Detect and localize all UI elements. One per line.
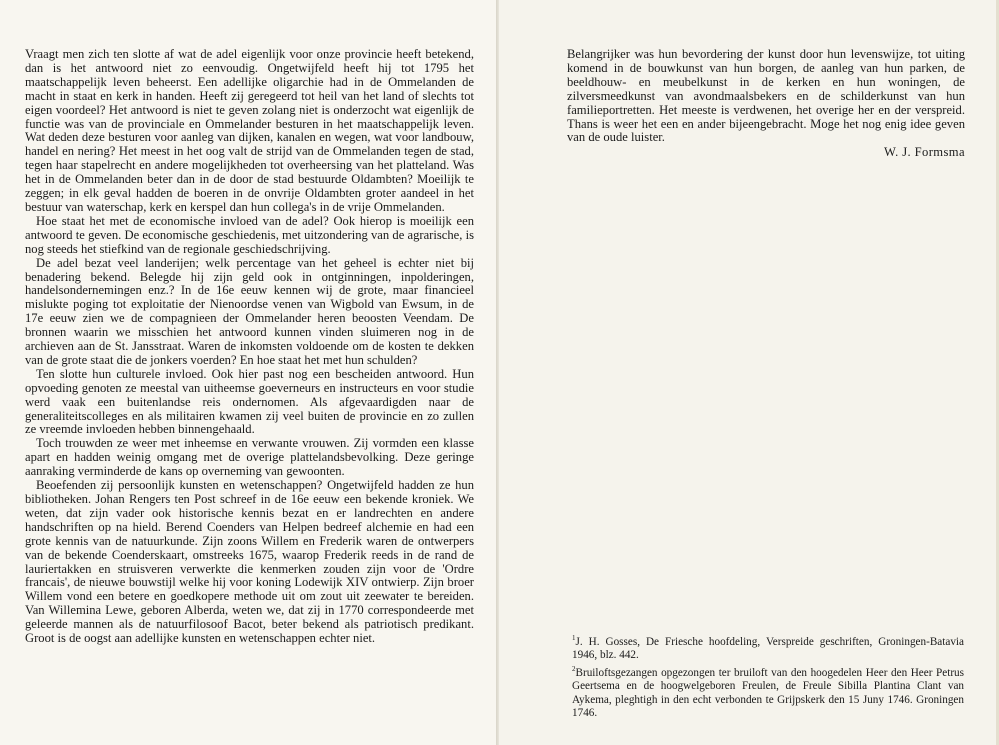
footnotes: [564, 636, 964, 724]
footnote: [564, 636, 964, 663]
paragraph: Hoe staat het met de economische invloed van de adel? Ook hierop is moeilijk een antwoord te geven. De economische geschiedenis, met uitzondering van de agrarische, is nog steeds het stiefkind van de regionale geschiedschrijving.: [25, 213, 474, 256]
right-text-column: [567, 48, 965, 160]
footnote-mark: 2: [572, 664, 576, 673]
footnote: [564, 664, 964, 721]
paragraph: Ten slotte hun culturele invloed. Ook hier past nog een bescheiden antwoord. Hun opvoeding genoten ze meestal van uitheemse goeverneurs en instructeurs en voor studie werd vaak een buitenlandse reis ondernomen. Als afgevaardigden naar de generaliteitscolleges en als militairen kwamen zij veel buiten de provincie en zo zullen ze vreemde invloeden hebben binnengehaald.: [25, 366, 474, 437]
paragraph: Belangrijker was hun bevordering der kunst door hun levenswijze, tot uiting komend in de bouwkunst van hun borgen, de aanleg van hun parken, de beeldhouw- en meubelkunst in de kerken en hun woningen, de zilversmeedkunst van avondmaalsbekers en de schilderkunst van hun familieportretten. Het meeste is verdwenen, het overige her en der verspreid. Thans is weer het een en ander bijeengebracht. Moge het nog enig idee geven van de oude luister.: [567, 47, 965, 145]
footnote-text: Bruiloftsgezangen opgezongen ter bruiloft van den hoogedelen Heer den Heer Petrus Geertsema en de hoogwelgeboren Freulen, de Freule Sibilla Plantina Clant van Aykema, pleghtigh in den echt verbonden te Grijpskerk den 15 Juny 1746. Groningen 1746.: [572, 666, 964, 720]
paragraph: De adel bezat veel landerijen; welk percentage van het geheel is echter niet bij benadering bekend. Belegde hij zijn geld ook in ontginningen, inpolderingen, handelsondernemingen enz.? In de 16e eeuw kennen wij de grote, maar financieel mislukte poging tot exploitatie der Nienoordse venen van Wigbold van Ewsum, in de 17e eeuw zien we de compagnieen der Ommelander heren beoosten Veendam. De bronnen waarin we misschien het antwoord kunnen vinden sluimeren nog in de archieven aan de St. Jansstraat. Waren de inkomsten voldoende om de kosten te dekken van de grote staat die de jonkers voerden? En hoe staat het met hun schulden?: [25, 255, 474, 367]
left-text-column: [25, 48, 474, 646]
left-page: [0, 0, 497, 745]
footnote-mark: 1: [572, 634, 576, 642]
paragraph: Vraagt men zich ten slotte af wat de adel eigenlijk voor onze provincie heeft betekend, dan is het antwoord niet zo eenvoudig. Ongetwijfeld heeft hij tot 1795 het maatschappelijk leven beheerst. Een adellijke oligarchie had in de Ommelanden de macht in staat en kerk in handen. Heeft zij geregeerd tot heil van het land of slechts tot eigen voordeel? Het antwoord is niet te geven zolang niet is onderzocht wat eigenlijk de functie was van de provinciale en Ommelander besturen in het maatschappelijk leven. Wat deden deze besturen voor aanleg van dijken, kanalen en wegen, wat voor landbouw, handel en nering? Het meest in het oog valt de strijd van de Ommelanden tegen de stad, tegen haar stapelrecht en andere mogelijkheden tot overheersing van het platteland. Was het in de Ommelanden beter dan in de door de stad bestuurde Oldambten? Moeilijk te zeggen; in elk geval hadden de boeren in de onvrije Oldambten groter aandeel in het bestuur van waterschap, kerk en kerspel dan hun collega's in de vrije Ommelanden.: [25, 47, 474, 214]
footnote-text: J. H. Gosses, De Friesche hoofdeling, Verspreide geschriften, Groningen-Batavia 1946, blz. 442.: [572, 636, 964, 662]
paragraph: Beoefenden zij persoonlijk kunsten en wetenschappen? Ongetwijfeld hadden ze hun bibliotheken. Johan Rengers ten Post schreef in de 16e eeuw een bekende kroniek. We weten, dat zijn vader ook historische kennis bezat en er landrechten en andere handschriften op na hield. Berend Coenders van Helpen bedreef alchemie en had een grote kennis van de natuurkunde. Zijn zoons Willem en Frederik waren de ontwerpers van de bekende Coenderskaart, omstreeks 1675, waarop Frederik reeds in de rand de lauriertakken en struisveren verwerkte die kenmerken zouden zijn voor de 'Ordre francais', de nieuwe bouwstijl welke hij voor koning Lodewijk XIV ontwierp. Zijn broer Willem vond een betere en goedkopere methode uit om zout uit zeewater te bereiden. Van Willemina Lewe, geboren Alberda, weten we, dat zij in 1770 correspondeerde met geleerde mannen als de natuurfilosoof Bacot, beter bekend als patriotisch predikant. Groot is de oogst aan adellijke kunsten en wetenschappen echter niet.: [25, 478, 474, 646]
paragraph: Toch trouwden ze weer met inheemse en verwante vrouwen. Zij vormden een klasse apart en hadden weinig omgang met de overige plattelandsbevolking. Deze geringe aanraking verminderde de kans op overneming van gewoonten.: [25, 436, 474, 479]
author-signature: W. J. Formsma: [883, 145, 965, 160]
